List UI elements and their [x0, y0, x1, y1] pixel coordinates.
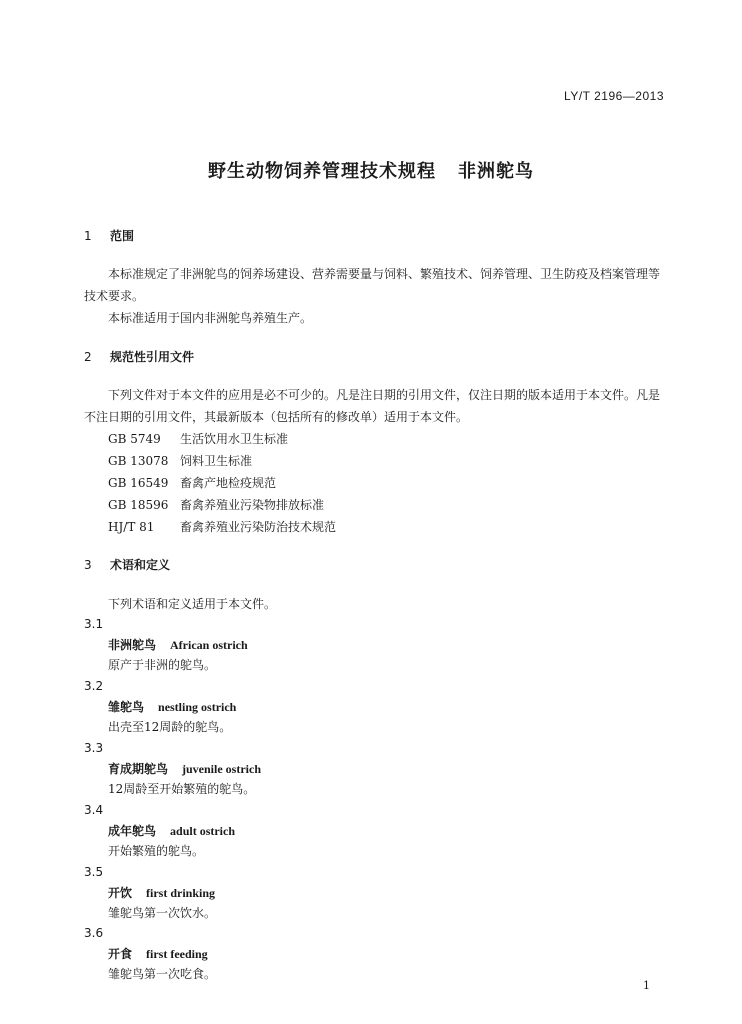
section-1-para-1: 本标准规定了非洲鸵鸟的饲养场建设、营养需要量与饲料、繁殖技术、饲养管理、卫生防疫及档案管理等技术要求。	[84, 267, 661, 303]
section-3-heading	[84, 556, 170, 573]
term-name	[108, 822, 235, 839]
reference-title: 畜禽养殖业污染物排放标准	[180, 498, 325, 512]
term-en: first feeding	[146, 947, 208, 961]
term-number: 3.2	[84, 679, 104, 693]
section-number: 2	[84, 350, 92, 364]
term-en: juvenile ostrich	[182, 762, 262, 776]
reference-code: GB 13078	[108, 454, 169, 468]
reference-code: GB 16549	[108, 476, 169, 490]
reference-item	[108, 450, 252, 472]
reference-code: HJ/T 81	[108, 520, 155, 534]
document-code: LY/T 2196—2013	[564, 89, 664, 103]
term-cn: 开食	[108, 947, 133, 961]
reference-title: 生活饮用水卫生标准	[180, 432, 289, 446]
page-number: 1	[643, 979, 650, 992]
term-cn: 非洲鸵鸟	[108, 638, 157, 652]
section-title: 范围	[110, 229, 135, 243]
title-main: 野生动物饲养管理技术规程	[208, 161, 436, 182]
term-definition: 雏鸵鸟第一次饮水。	[108, 906, 217, 920]
section-1-heading	[84, 227, 134, 244]
term-en: first drinking	[146, 886, 216, 900]
reference-item	[108, 428, 288, 450]
term-number: 3.3	[84, 741, 104, 755]
term-definition: 原产于非洲的鸵鸟。	[108, 658, 217, 672]
title-sub: 非洲鸵鸟	[458, 161, 534, 182]
term-definition: 12周龄至开始繁殖的鸵鸟。	[108, 782, 256, 796]
term-name	[108, 636, 248, 653]
term-definition: 出壳至12周龄的鸵鸟。	[108, 720, 232, 734]
term-cn: 雏鸵鸟	[108, 700, 145, 714]
reference-code: GB 18596	[108, 498, 169, 512]
term-number: 3.5	[84, 865, 104, 879]
reference-title: 畜禽养殖业污染防治技术规范	[180, 520, 337, 534]
term-en: African ostrich	[170, 638, 248, 652]
term-number: 3.1	[84, 617, 104, 631]
term-definition: 雏鸵鸟第一次吃食。	[108, 967, 217, 981]
term-number: 3.4	[84, 803, 104, 817]
reference-title: 饲料卫生标准	[180, 454, 253, 468]
term-name	[108, 945, 208, 962]
term-cn: 成年鸵鸟	[108, 824, 157, 838]
term-en: adult ostrich	[170, 824, 236, 838]
reference-code: GB 5749	[108, 432, 161, 446]
section-2-para: 下列文件对于本文件的应用是必不可少的。凡是注日期的引用文件，仅注日期的版本适用于本文件。凡是不注日期的引用文件，其最新版本（包括所有的修改单）适用于本文件。	[84, 388, 661, 424]
term-cn: 育成期鸵鸟	[108, 762, 169, 776]
reference-title: 畜禽产地检疫规范	[180, 476, 277, 490]
reference-item	[108, 472, 276, 494]
term-name	[108, 884, 215, 901]
term-number: 3.6	[84, 926, 104, 940]
page-title	[0, 157, 742, 183]
section-number: 1	[84, 229, 92, 243]
section-2-heading	[84, 348, 194, 365]
term-name	[108, 760, 261, 777]
term-en: nestling ostrich	[158, 700, 237, 714]
reference-item	[108, 516, 336, 538]
term-cn: 开饮	[108, 886, 133, 900]
reference-item	[108, 494, 324, 516]
section-title: 规范性引用文件	[110, 350, 195, 364]
section-title: 术语和定义	[110, 558, 171, 572]
section-1-para-2: 本标准适用于国内非洲鸵鸟养殖生产。	[108, 311, 313, 325]
section-3-intro: 下列术语和定义适用于本文件。	[108, 597, 277, 611]
term-definition: 开始繁殖的鸵鸟。	[108, 844, 205, 858]
term-name	[108, 698, 236, 715]
section-number: 3	[84, 558, 92, 572]
